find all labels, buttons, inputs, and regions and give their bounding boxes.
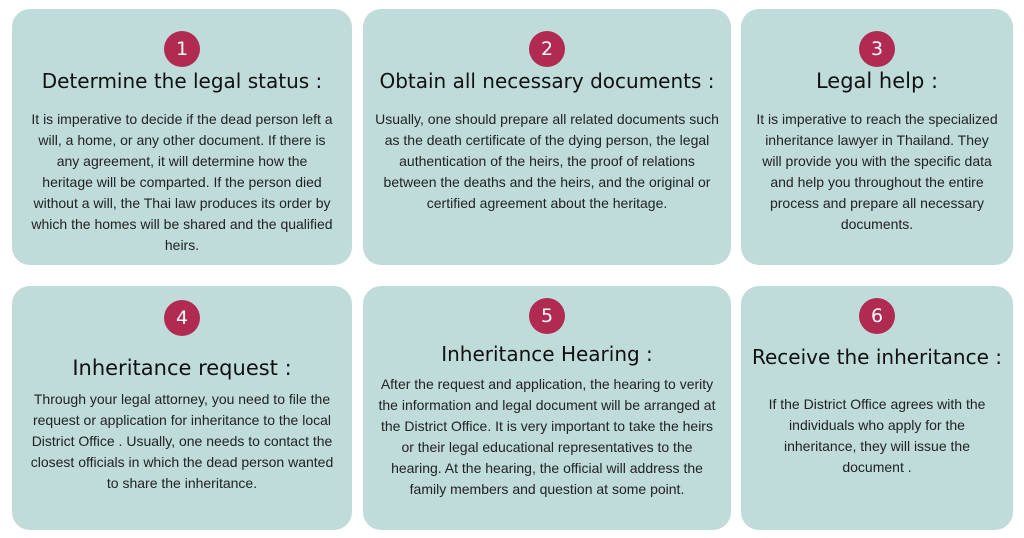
step-number-badge: 5 xyxy=(529,298,565,334)
step-description: It is imperative to reach the specialized inheritance lawyer in Thailand. They will provide you with the specific data and help you throughout the entire process and prepare all necessary documents. xyxy=(756,111,998,232)
step-description: If the District Office agrees with the individuals who apply for the inheritance, they will issue the document . xyxy=(768,396,986,475)
step-card-2 xyxy=(363,9,731,265)
step-number-badge: 1 xyxy=(164,31,200,67)
step-title: Determine the legal status : xyxy=(41,69,323,93)
step-number-badge: 3 xyxy=(859,31,895,67)
step-description: Usually, one should prepare all related documents such as the death certificate of the dying person, the legal authentication of the heirs, the proof of relations between the deaths and the heirs, and the original or certified agreement about the heritage. xyxy=(375,111,719,211)
step-title: Inheritance request : xyxy=(72,356,292,380)
step-title: Inheritance Hearing : xyxy=(441,342,653,366)
step-number-badge: 4 xyxy=(164,300,200,336)
step-number-badge: 2 xyxy=(529,31,565,67)
step-number-badge: 6 xyxy=(859,298,895,334)
step-card-5 xyxy=(363,286,731,530)
step-card-4 xyxy=(12,286,352,530)
step-description: It is imperative to decide if the dead person left a will, a home, or any other document. If there is any agreement, it will determine how the heritage will be comparted. If the person died without a will, the Thai law produces its order by which the homes will be shared and the qualified heirs. xyxy=(31,111,333,253)
step-card-1 xyxy=(12,9,352,265)
step-card-6 xyxy=(741,286,1013,530)
step-title: Receive the inheritance : xyxy=(752,345,1002,369)
step-description: After the request and application, the hearing to verity the information and legal document will be arranged at the District Office. It is very important to take the heirs or their legal educational representatives to the hearing. At the hearing, the official will address the family members and question at some point. xyxy=(378,376,716,497)
step-description: Through your legal attorney, you need to file the request or application for inheritance to the local District Office . Usually, one needs to contact the closest officials in which the dead person wanted to share the inheritance. xyxy=(30,391,334,491)
step-title: Legal help : xyxy=(815,69,939,93)
step-title: Obtain all necessary documents : xyxy=(379,69,715,93)
step-card-3 xyxy=(741,9,1013,265)
